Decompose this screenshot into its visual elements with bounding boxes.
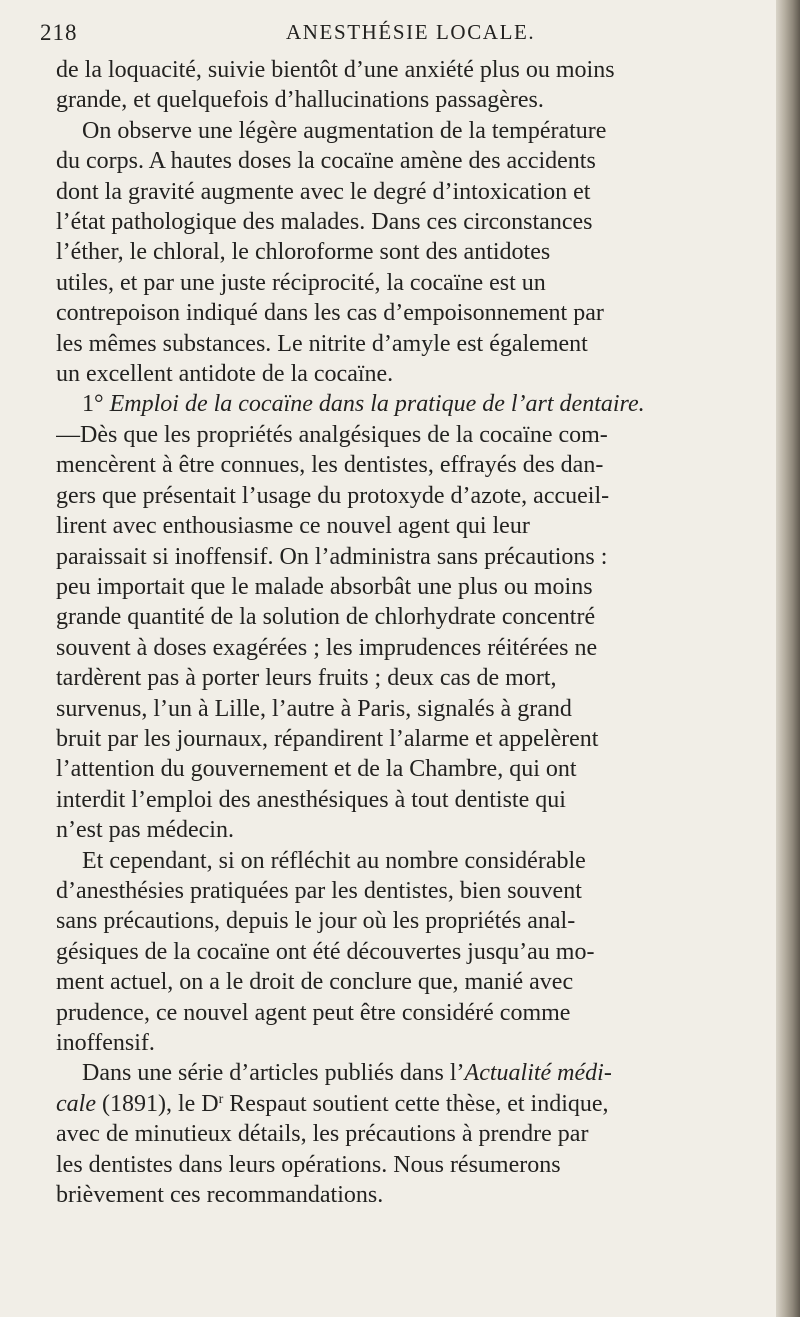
text-line: n’est pas médecin. [56,817,234,844]
text-line: gers que présentait l’usage du protoxyde d’azote, accueil- [56,482,610,509]
text-line: gésiques de la cocaïne ont été découvertes jusqu’au mo- [56,938,595,965]
text-line: 1° Emploi de la cocaïne dans la pratique de l’art dentaire. [82,391,645,418]
text-line: l’état pathologique des malades. Dans ces circonstances [56,209,593,236]
text-line: du corps. A hautes doses la cocaïne amène des accidents [56,148,596,175]
running-head: ANESTHÉSIE LOCALE. [286,20,536,44]
text-line: contrepoison indiqué dans les cas d’empoisonnement par [56,300,604,327]
text-line: ment actuel, on a le droit de conclure que, manié avec [56,969,574,996]
text-line: survenus, l’un à Lille, l’autre à Paris, signalés à grand [56,695,572,722]
text-line: Dans une série d’articles publiés dans l’Actualité médi- [82,1060,612,1087]
text-line: l’éther, le chloral, le chloroforme sont des antidotes [56,239,551,266]
text-line: On observe une légère augmentation de la température [82,117,607,144]
text-line: d’anesthésies pratiquées par les dentistes, bien souvent [56,877,582,904]
page-edge-shadow [776,0,800,1317]
text-line: cale (1891), le $D^r$ Respaut soutient cette thèse, et indique, [56,1090,609,1117]
text-line: dont la gravité augmente avec le degré d’intoxication et [56,178,591,205]
text-line: un excellent antidote de la cocaïne. [56,361,394,388]
text-line: peu importait que le malade absorbât une plus ou moins [56,573,593,600]
text-line: de la loquacité, suivie bientôt d’une anxiété plus ou moins [56,57,615,83]
text-line: brièvement ces recommandations. [56,1182,384,1209]
text-line: interdit l’emploi des anesthésiques à tout dentiste qui [56,786,566,813]
text-line: sans précautions, depuis le jour où les propriétés anal- [56,908,576,935]
text-line: inoffensif. [56,1030,155,1056]
text-line: l’attention du gouvernement et de la Chambre, qui ont [56,756,577,783]
text-line: bruit par les journaux, répandirent l’alarme et appelèrent [56,725,599,752]
text-line: souvent à doses exagérées ; les imprudences réitérées ne [56,634,598,661]
text-line: avec de minutieux détails, les précautions à prendre par [56,1121,589,1148]
text-line: les dentistes dans leurs opérations. Nous résumerons [56,1151,561,1178]
page-header [40,14,760,54]
body-text [56,55,758,1210]
text-line: paraissait si inoffensif. On l’administra sans précautions : [56,543,608,570]
text-line: les mêmes substances. Le nitrite d’amyle est également [56,330,588,357]
text-line: mencèrent à être connues, les dentistes, effrayés des dan- [56,452,604,479]
text-line: grande quantité de la solution de chlorhydrate concentré [56,604,596,631]
text-line: utiles, et par une juste réciprocité, la cocaïne est un [56,269,546,296]
text-line: lirent avec enthousiasme ce nouvel agent qui leur [56,513,530,540]
page-number: 218 [40,20,78,45]
text-line: Et cependant, si on réfléchit au nombre considérable [82,847,586,874]
text-line: tardèrent pas à porter leurs fruits ; deux cas de mort, [56,665,557,692]
text-line: grande, et quelquefois d’hallucinations passagères. [56,87,544,114]
text-line: —Dès que les propriétés analgésiques de la cocaïne com- [56,421,608,448]
text-line: prudence, ce nouvel agent peut être considéré comme [56,999,571,1026]
